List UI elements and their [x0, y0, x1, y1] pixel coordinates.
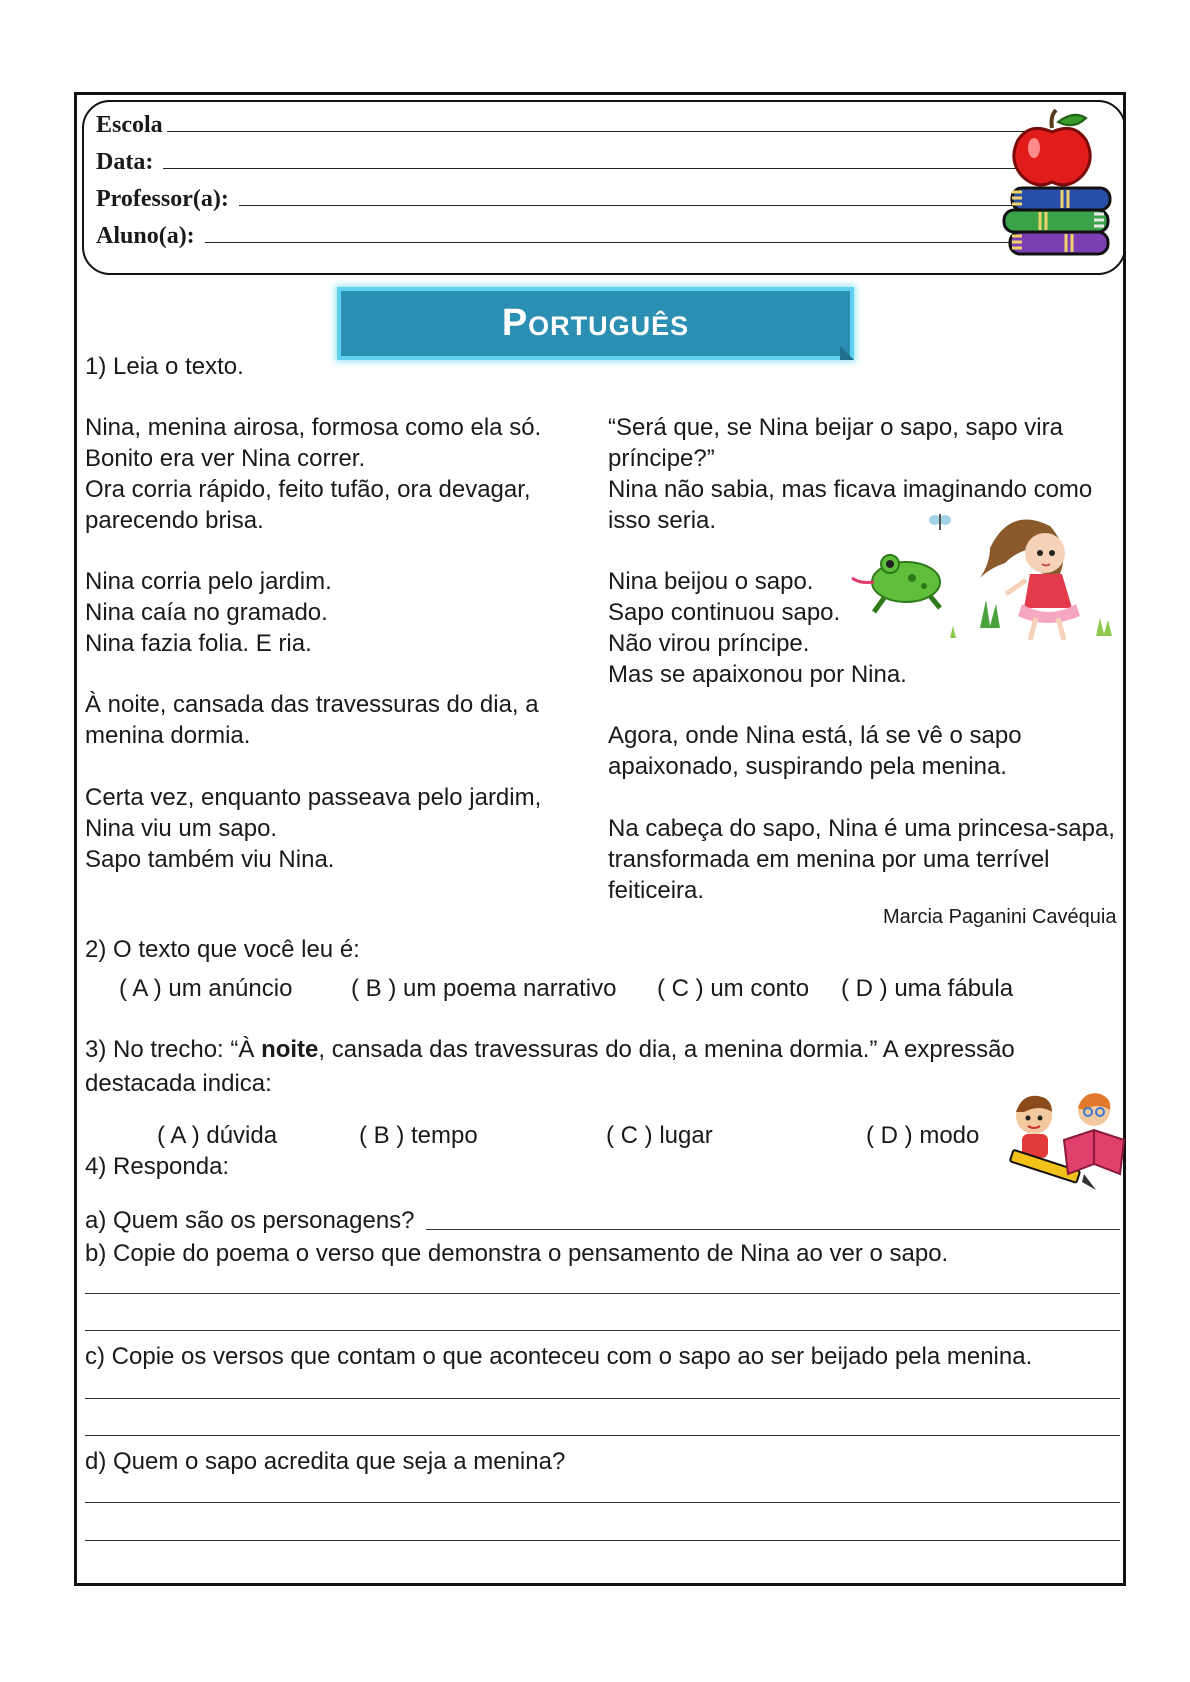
subject-title: Português	[501, 302, 690, 344]
school-label: Escola	[96, 112, 163, 138]
q4-d-text: d) Quem o sapo acredita que seja a menina?	[85, 1448, 566, 1475]
banner-fold	[840, 346, 854, 360]
poem-right-line: “Será que, se Nina beijar o sapo, sapo vira	[608, 414, 1063, 441]
q3-suffix: , cansada das travessuras do dia, a menina dormia.” A expressão	[318, 1036, 1015, 1063]
date-label: Data:	[96, 149, 154, 175]
date-line	[96, 149, 1029, 176]
poem-right-line: isso seria.	[608, 507, 717, 534]
q2-option-b[interactable]: ( B ) um poema narrativo	[351, 975, 617, 1002]
q4-d-answer-line-1[interactable]	[85, 1502, 1120, 1503]
q3-prefix: 3) No trecho: “À	[85, 1036, 262, 1063]
q4-c-answer-line-1[interactable]	[85, 1398, 1120, 1399]
q3-highlight: noite	[261, 1036, 319, 1063]
girl-frog-illustration	[840, 508, 1120, 648]
poem-right-line: Sapo continuou sapo.	[608, 599, 841, 626]
poem-right-line: Nina não sabia, mas ficava imaginando como	[608, 476, 1093, 503]
poem-left-line: Nina viu um sapo.	[85, 815, 278, 842]
poem-left-line: parecendo brisa.	[85, 507, 264, 534]
poem-right-line: Na cabeça do sapo, Nina é uma princesa-sapa,	[608, 815, 1115, 842]
poem-right-line: apaixonado, suspirando pela menina.	[608, 753, 1007, 780]
teacher-line	[96, 186, 1025, 213]
girl-reader-icon	[1078, 1093, 1110, 1126]
grass-icon	[980, 600, 1000, 628]
poem-left-line: menina dormia.	[85, 722, 251, 749]
poem-right-line: transformada em menina por uma terrível	[608, 846, 1050, 873]
poem-left-line: À noite, cansada das travessuras do dia, a	[85, 691, 539, 718]
q4-a-answer-line[interactable]	[426, 1229, 1120, 1230]
boy-icon	[1016, 1096, 1052, 1158]
student-field[interactable]	[205, 224, 1017, 243]
q3-prompt	[85, 1034, 1015, 1065]
poem-right-line: Agora, onde Nina está, lá se vê o sapo	[608, 722, 1022, 749]
school-line	[96, 112, 1025, 139]
poem-left-line: Nina caía no gramado.	[85, 599, 328, 626]
q3-prompt-line2: destacada indica:	[85, 1070, 272, 1097]
q4-c-answer-line-2[interactable]	[85, 1435, 1120, 1436]
poem-right-line: Não virou príncipe.	[608, 630, 810, 657]
date-field[interactable]	[163, 150, 1029, 169]
q3-option-b[interactable]: ( B ) tempo	[359, 1122, 478, 1149]
teacher-field[interactable]	[239, 187, 1025, 206]
q4-c-text: c) Copie os versos que contam o que aconteceu com o sapo ao ser beijado pela menina.	[85, 1343, 1033, 1370]
q3-option-d[interactable]: ( D ) modo	[866, 1122, 980, 1149]
q2-option-c[interactable]: ( C ) um conto	[657, 975, 810, 1002]
poem-left-line: Ora corria rápido, feito tufão, ora devagar,	[85, 476, 531, 503]
q4-b-answer-line-1[interactable]	[85, 1293, 1120, 1294]
poem-left-line: Sapo também viu Nina.	[85, 846, 335, 873]
poem-left-line: Bonito era ver Nina correr.	[85, 445, 366, 472]
q2-option-a[interactable]: ( A ) um anúncio	[119, 975, 293, 1002]
q3-option-a[interactable]: ( A ) dúvida	[157, 1122, 278, 1149]
q4-b-answer-line-2[interactable]	[85, 1330, 1120, 1331]
student-line	[96, 223, 1017, 250]
q1-prompt: 1) Leia o texto.	[85, 353, 244, 380]
poem-right-line: Mas se apaixonou por Nina.	[608, 661, 907, 688]
subject-banner	[337, 287, 854, 360]
student-label: Aluno(a):	[96, 223, 195, 249]
apple-books-icon	[1000, 108, 1118, 258]
school-field[interactable]	[167, 113, 1025, 132]
q4-b-text: b) Copie do poema o verso que demonstra o pensamento de Nina ao ver o sapo.	[85, 1240, 949, 1267]
butterfly-icon	[929, 514, 951, 530]
kids-reading-illustration	[1004, 1090, 1126, 1196]
poem-author: Marcia Paganini Cavéquia	[883, 906, 1117, 928]
frog-icon	[852, 555, 940, 612]
q4-d-answer-line-2[interactable]	[85, 1540, 1120, 1541]
poem-right-line: feiticeira.	[608, 877, 705, 904]
book-icon	[1064, 1130, 1124, 1174]
teacher-label: Professor(a):	[96, 186, 229, 212]
q4-prompt: 4) Responda:	[85, 1153, 230, 1180]
poem-left-line: Nina fazia folia. E ria.	[85, 630, 312, 657]
poem-right-line: príncipe?”	[608, 445, 715, 472]
poem-left-line: Certa vez, enquanto passeava pelo jardim,	[85, 784, 542, 811]
poem-left-line: Nina corria pelo jardim.	[85, 568, 332, 595]
q2-option-d[interactable]: ( D ) uma fábula	[841, 975, 1014, 1002]
q3-option-c[interactable]: ( C ) lugar	[606, 1122, 713, 1149]
poem-left-line: Nina, menina airosa, formosa como ela só.	[85, 414, 542, 441]
q2-prompt: 2) O texto que você leu é:	[85, 936, 360, 963]
poem-right-line: Nina beijou o sapo.	[608, 568, 814, 595]
q4-a-text: a) Quem são os personagens?	[85, 1207, 415, 1234]
